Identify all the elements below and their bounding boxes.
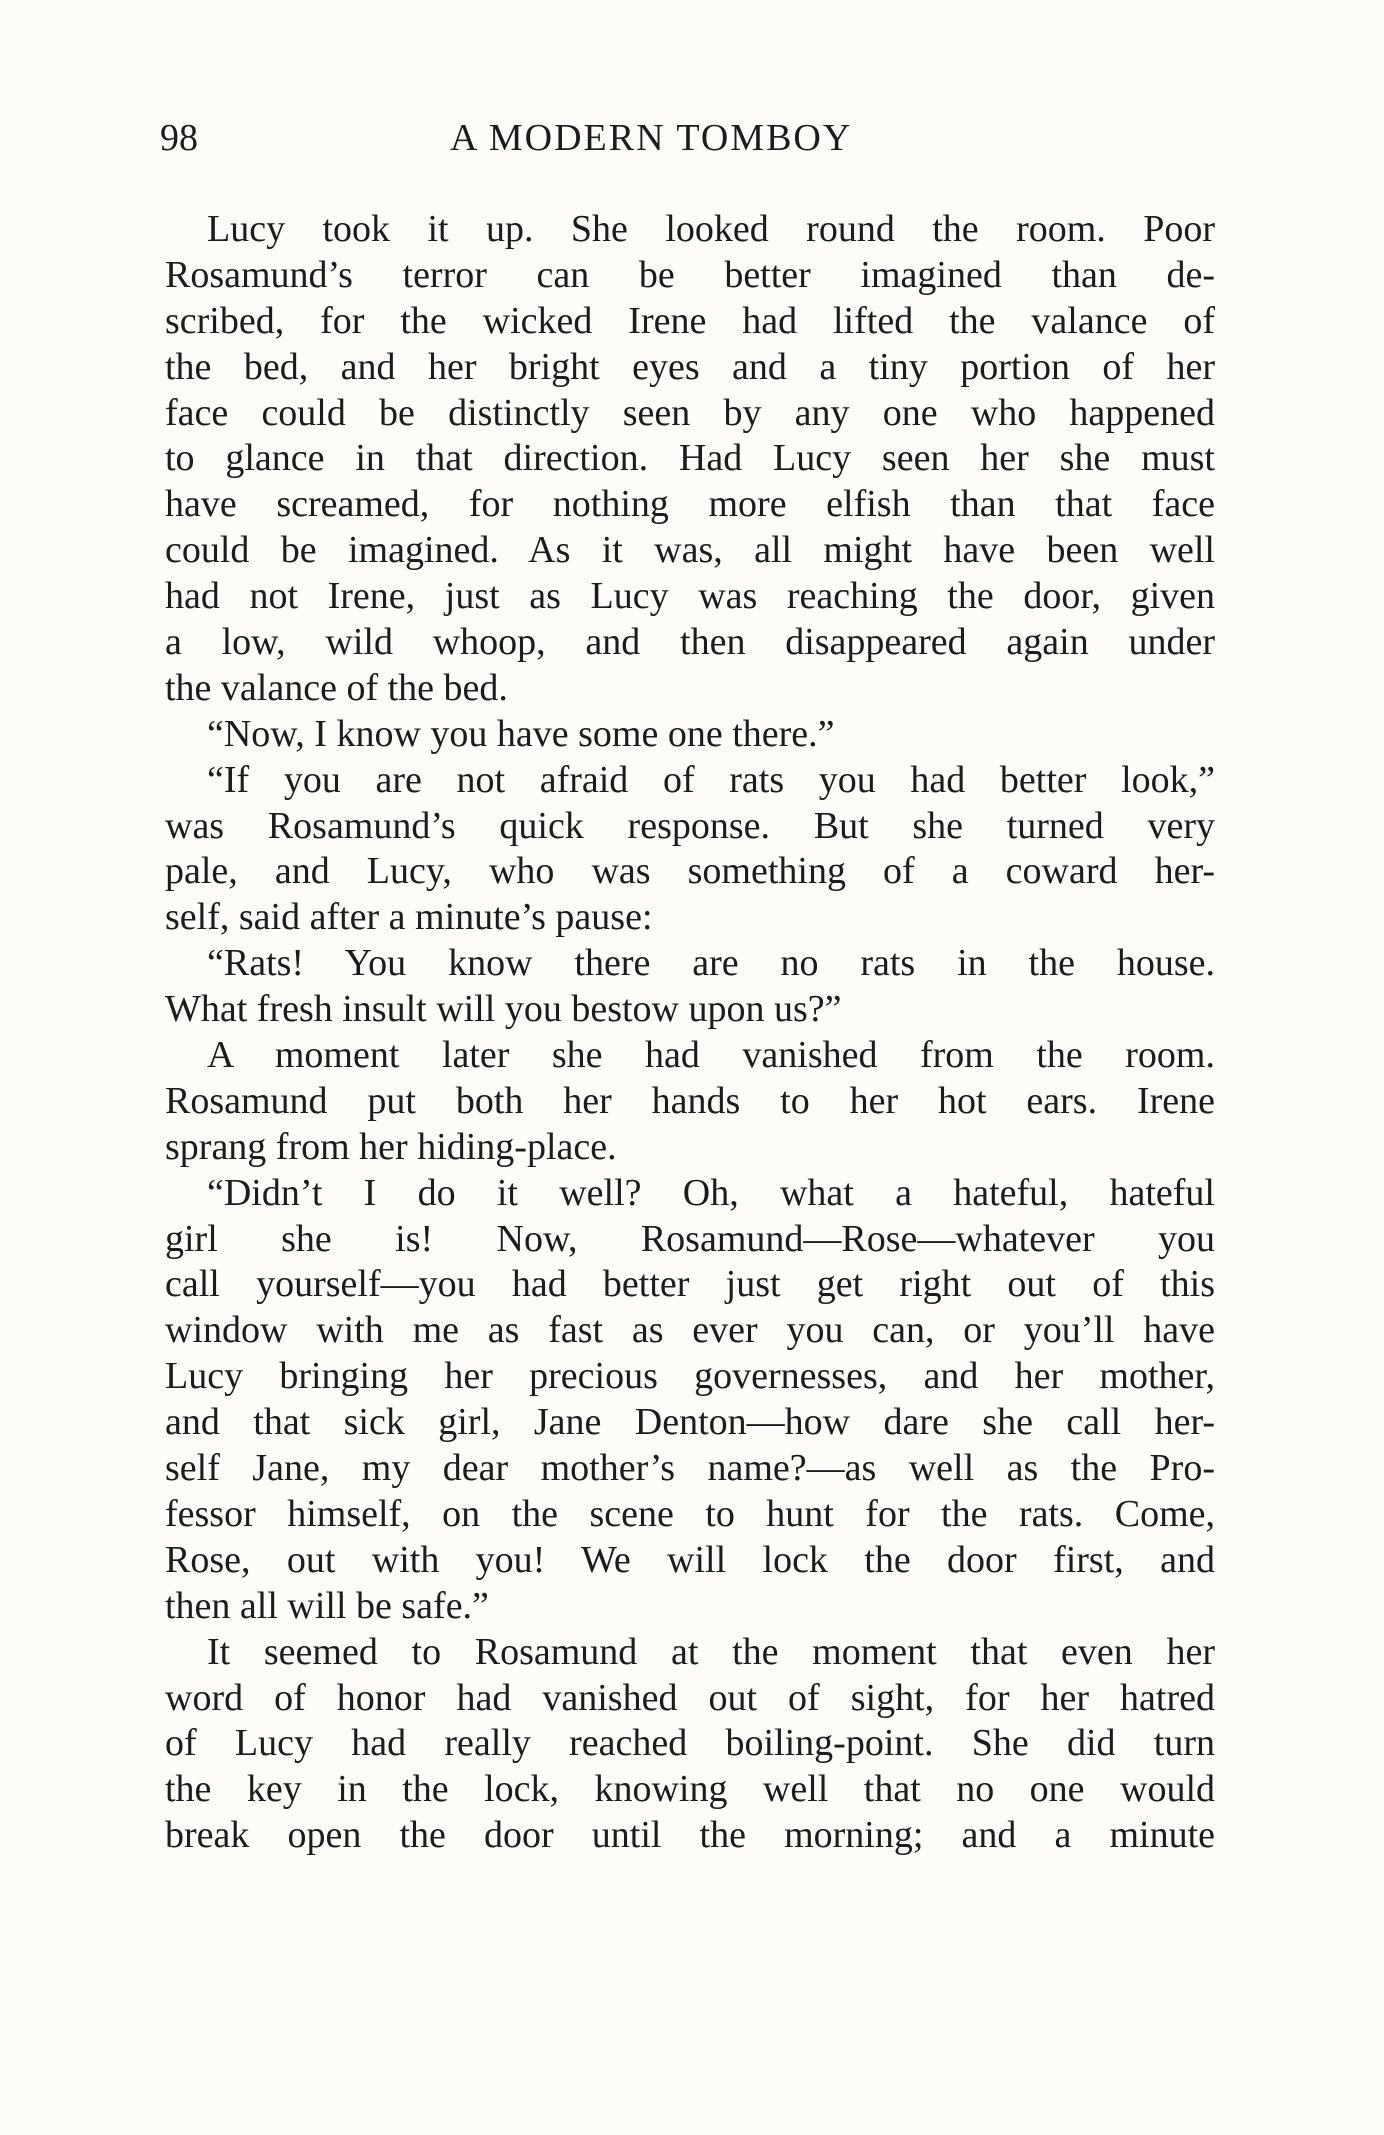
text-line: Lucy took it up. She looked round the room. Poor — [207, 208, 1215, 250]
text-line: scribed, for the wicked Irene had lifted the valance of — [165, 299, 1215, 342]
text-line: Rosamund’s terror can be better imagined than de- — [165, 253, 1215, 296]
text-line: self Jane, my dear mother’s name?—as well as the Pro- — [165, 1447, 1215, 1490]
text-line: fessor himself, on the scene to hunt for the rats. Come, — [165, 1492, 1215, 1535]
page-header — [160, 108, 1220, 168]
text-line: Lucy bringing her precious governesses, and her mother, — [165, 1355, 1215, 1398]
text-line: break open the door until the morning; and a minute — [165, 1814, 1215, 1857]
text-line: have screamed, for nothing more elfish than that face — [165, 483, 1215, 526]
text-line: the bed, and her bright eyes and a tiny portion of her — [165, 345, 1215, 388]
text-line: the valance of the bed. — [165, 666, 508, 709]
page-number: 98 — [160, 117, 198, 159]
text-line: of Lucy had really reached boiling-point. She did turn — [165, 1722, 1215, 1765]
text-line: face could be distinctly seen by any one who happened — [165, 391, 1215, 434]
text-line: What fresh insult will you bestow upon us?” — [165, 988, 842, 1031]
text-line: sprang from her hiding-place. — [165, 1125, 617, 1168]
text-line: “Now, I know you have some one there.” — [207, 712, 835, 755]
text-line: a low, wild whoop, and then disappeared again under — [165, 621, 1215, 664]
text-line: to glance in that direction. Had Lucy seen her she must — [165, 437, 1215, 480]
text-line: window with me as fast as ever you can, or you’ll have — [165, 1309, 1215, 1352]
text-line: was Rosamund’s quick response. But she turned very — [165, 804, 1215, 847]
text-line: word of honor had vanished out of sight, for her hatred — [165, 1676, 1215, 1719]
text-line: girl she is! Now, Rosamund—Rose—whatever you — [165, 1217, 1215, 1260]
text-line: Rosamund put both her hands to her hot ears. Irene — [165, 1079, 1215, 1122]
text-line: It seemed to Rosamund at the moment that even her — [207, 1630, 1215, 1673]
text-line: “Rats! You know there are no rats in the house. — [207, 942, 1215, 985]
text-line: the key in the lock, knowing well that no one would — [165, 1768, 1215, 1811]
text-line: Rose, out with you! We will lock the door first, and — [165, 1538, 1215, 1581]
text-line: “If you are not afraid of rats you had better look,” — [207, 758, 1215, 801]
body-text — [165, 207, 1215, 1859]
text-line: and that sick girl, Jane Denton—how dare she call her- — [165, 1401, 1215, 1444]
text-line: “Didn’t I do it well? Oh, what a hateful, hateful — [207, 1171, 1215, 1214]
text-line: A moment later she had vanished from the room. — [207, 1034, 1215, 1077]
running-title: A MODERN TOMBOY — [450, 117, 853, 159]
text-line: could be imagined. As it was, all might have been well — [165, 529, 1215, 572]
text-line: pale, and Lucy, who was something of a coward her- — [165, 850, 1215, 893]
text-line: then all will be safe.” — [165, 1584, 489, 1627]
text-line: call yourself—you had better just get right out of this — [165, 1263, 1215, 1306]
text-line: had not Irene, just as Lucy was reaching the door, given — [165, 575, 1215, 618]
text-line: self, said after a minute’s pause: — [165, 896, 653, 939]
